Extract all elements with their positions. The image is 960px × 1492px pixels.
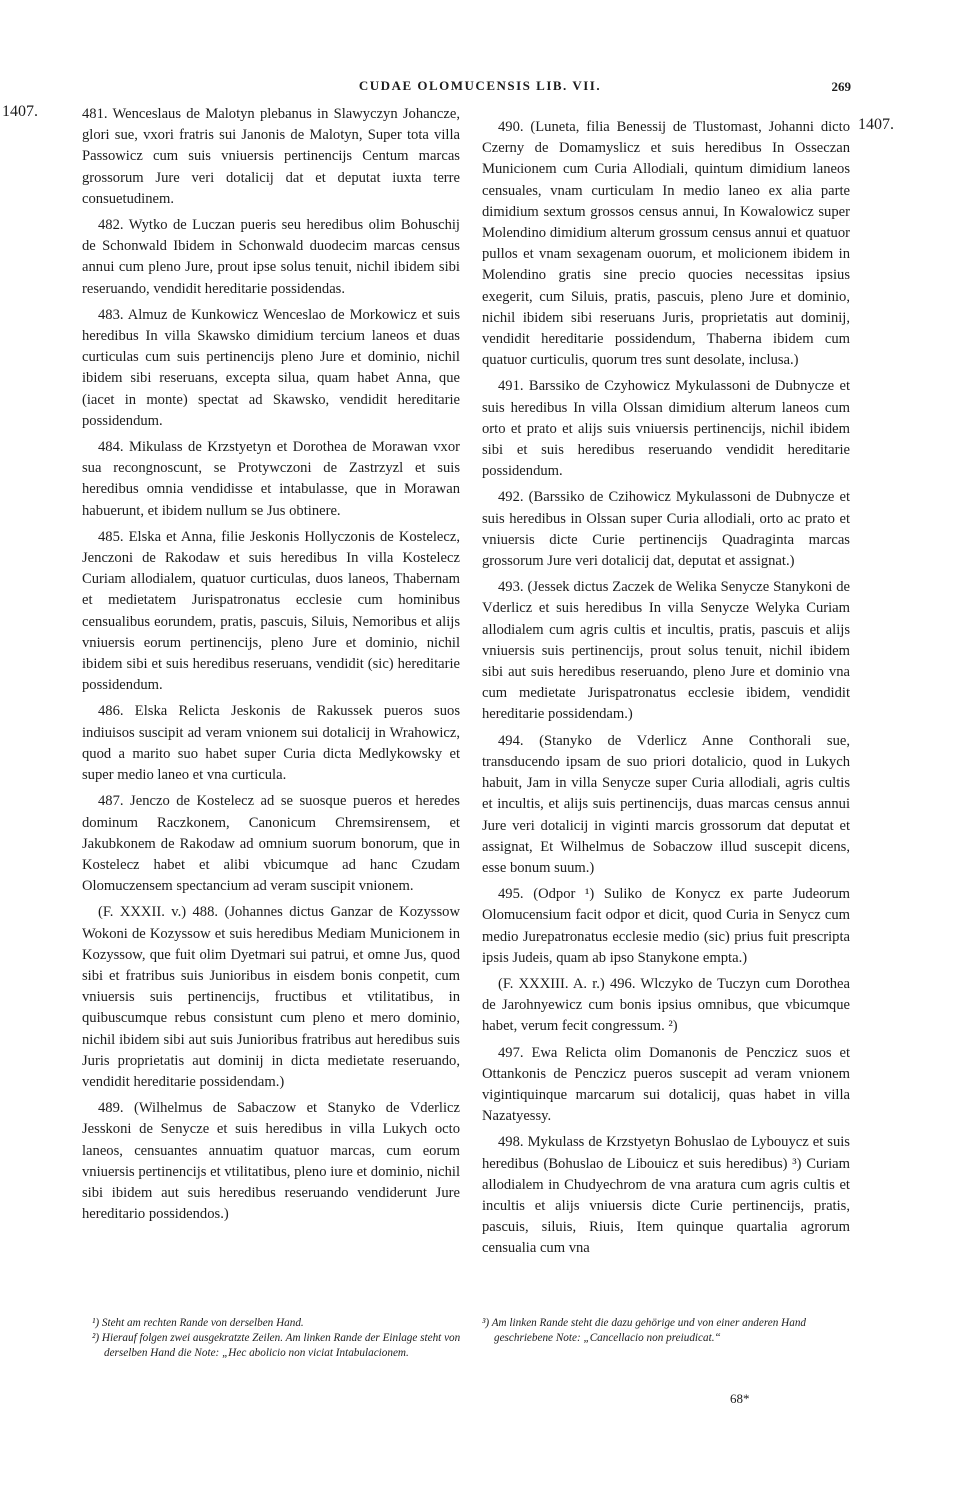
entry-number: (F. XXXII. v.) 488.	[98, 904, 219, 921]
footnote-mark: ²)	[92, 1332, 100, 1344]
entry-number: (F. XXXIII. A. r.) 496.	[498, 975, 636, 992]
entry-paragraph	[482, 117, 850, 371]
entry-text: (Luneta, filia Benessij de Tlustomast, Johanni dicto Czerny de Domamyslicz et suis heredibus In Osseczan Municionem cum Curia Allodiali, quintum dimidium laneos censuales, vnam curticulam In medio laneo ex alia parte dimidium sextum grossos census annui, In Kowalowicz super Molendino dimidium alterum grossum census annui et quatuor pullos et vnam sexagenam ouorum, et molicionem ibidem in Molendino gratis sine precio quocies necessitas ipsius exegerit, cum Siluis, pratis, pascuis, pleno Jure et dominio, nichil ibidem sibi reseruans Juris, proprietatis aut dominij, vendidit hereditarie possidendum, Thaberna ibidem cum quatuor curticulis, quorum tres sunt desolate, inclusa.)	[482, 119, 850, 369]
entry-paragraph	[482, 974, 850, 1038]
footnote-mark: ³)	[482, 1317, 490, 1329]
entry-number: 492.	[498, 489, 524, 506]
entry-paragraph	[82, 1098, 460, 1225]
footnote-mark: ¹)	[92, 1317, 100, 1329]
footnote-text: Hierauf folgen zwei ausgekratzte Zeilen. Am linken Rande der Einlage steht von derselben Hand die Note: „Hec abolicio non viciat Intabulacionem.	[101, 1332, 461, 1359]
entry-paragraph	[482, 1043, 850, 1128]
entry-number: 490.	[498, 119, 524, 135]
entry-number: 483.	[98, 306, 124, 323]
entry-number: 487.	[98, 793, 124, 810]
entry-paragraph	[82, 791, 460, 897]
sheet-signature: 68*	[730, 1391, 750, 1406]
entry-paragraph	[482, 487, 850, 572]
footnotes-left	[92, 1316, 464, 1361]
entry-paragraph	[82, 902, 460, 1093]
entry-paragraph	[82, 527, 460, 697]
entry-text: Almuz de Kunkowicz Wenceslao de Morkowicz et suis heredibus In villa Skawsko dimidium tercium laneos et duas curticulas cum suis pertinencijs pleno Jure et dominio, nichil ibidem sibi reseruans, excepta silua, quam habet Anna, que (iacet in monte) spectat ad Skawsko, vendidit hereditarie possidendum.	[82, 306, 461, 429]
year-margin-left: 1407.	[2, 103, 38, 120]
entry-text: Elska Relicta Jeskonis de Rakussek pueros suos indiuisos suscipit ad veram vnionem sui dotalicij in Wrahowicz, quod a marito suo habet super Curia dicta Medlykowsky et super medio laneo et vna curticula.	[82, 703, 460, 784]
entry-paragraph	[82, 437, 460, 522]
entry-text: Elska et Anna, filie Jeskonis Hollyczonis de Kostelecz, Jenczoni de Rakodaw et suis heredibus In villa Kostelecz Curiam allodialem, quatuor curticulas, duos laneos, Thabernam et medietatem Jurispatronatus ecclesie cum hominibus censualibus eorundem, pratis, pascuis, Siluis, Nemoribus et alijs vniuersis eorum pertinencijs, pleno Jure et dominio, nichil ibidem sibi et suis heredibus reseruans, vendidit (sic) hereditarie possidendum.	[82, 528, 460, 694]
entry-number: 491.	[498, 378, 524, 395]
entry-paragraph	[482, 731, 850, 879]
entry-text: Jenczo de Kostelecz ad se suosque pueros et heredes dominum Raczkonem, Canonicum Chremsirensem, et Jakubkonem de Rakodaw ad omnium suorum bonorum, que in Kostelecz habet et alibi vbicumque ad hanc Czudam Olomuczensem spectancium ad veram suscipit vnionem.	[82, 793, 460, 895]
entry-number: 485.	[98, 528, 124, 545]
entry-text: Wytko de Luczan pueris seu heredibus olim Bohuschij de Schonwald Ibidem in Schonwald duodecim marcas census annui cum pleno Jure, prout ipse solus tenuit, nichil ibidem sibi reseruando, vendidit hereditarie possidendas.	[82, 217, 460, 297]
entry-text: (Odpor ¹) Suliko de Konycz ex parte Judeorum Olomucensium facit odpor et dicit, quod Curia in Senycz cum medio Jurepatronatus ecclesie medio (sic) prius fuit prescripta ipsis Judeis, quam ab ipso Stanykone empta.)	[482, 886, 850, 966]
entry-number: 484.	[98, 439, 124, 456]
entry-number: 497.	[498, 1044, 524, 1061]
entry-paragraph	[482, 376, 850, 482]
footnotes-right	[482, 1316, 850, 1346]
entry-number: 495.	[498, 886, 524, 903]
left-column	[82, 104, 460, 1230]
entry-number: 482.	[98, 217, 124, 234]
footnote	[482, 1316, 850, 1346]
entry-text: Mikulass de Krzstyetyn et Dorothea de Morawan vxor sua recongnoscunt, se Protywczoni de Zastrzyzl et suis heredibus omnia vendidisse et intabulasse, que in Morawan habuerunt, et ibidem nullum se Jus obtinere.	[82, 439, 460, 519]
entry-paragraph	[82, 215, 460, 300]
footnote	[92, 1316, 464, 1331]
footnote-text: Steht am rechten Rande von derselben Hand.	[101, 1317, 304, 1329]
entry-number: 486.	[98, 703, 124, 720]
entry-text: (Stanyko de Vderlicz Anne Conthorali sue, transducendo ipsam de suo priori dotalicio, quod in Lukych habuit, Jam in villa Senycze super Curia allodiali, agris cultis et incultis, et alijs suis pertinencijs, duas marcas census annui Jure veri dotalicij in viginti marcis grossorum dat deputat et assignat, Et Wilhelmus de Sobaczow illud suscepit dicens, esse bonum suum.)	[482, 732, 851, 876]
entry-number: 494.	[498, 732, 524, 749]
right-column	[482, 117, 850, 1265]
entry-text: (Wilhelmus de Sabaczow et Stanyko de Vderlicz Jesskoni de Senycze et suis heredibus in villa Lukych octo laneos, censuantes annuatim quatuor marcas, cum eorum vniuersis pertinencijs et vtilitatibus, pleno iure et dominio, nichil sibi ibidem aut suis heredibus reseruando vendiderunt Jure hereditario possidendos.)	[82, 1100, 460, 1223]
entry-paragraph	[482, 577, 850, 725]
entry-number: 489.	[98, 1100, 124, 1117]
entry-text: Barssiko de Czyhowicz Mykulassoni de Dubnycze et suis heredibus In villa Olssan dimidium alterum laneos cum orto et prato et alijs suis vniuersis pertinencijs, nichil ibidem sibi et suis heredibus reseruando vendidit hereditarie possidendum.	[482, 378, 850, 480]
entry-paragraph	[82, 305, 460, 432]
entry-text: (Jessek dictus Zaczek de Welika Senycze Stanykoni de Vderlicz et suis heredibus In villa Senycze Welyka Curiam allodialem cum agris cultis et incultis, pratis, pascuis et alijs vniuersis suis pertinencijs, prout solus tenuit, nichil ibidem sibi aut suis heredibus reseruando, pleno Jure et dominio vna cum medietate Jurispatronatus ecclesie ibidem, vendidit hereditarie possidendam.)	[482, 579, 850, 723]
entry-number: 498.	[498, 1134, 524, 1151]
entry-text: Ewa Relicta olim Domanonis de Penczicz suos et Ottankonis de Penczicz pueros suscepit ad veram vnionem vigintiquinque marcarum sui dotalicij, quas habet in villa Nazatyessy.	[482, 1044, 850, 1125]
entry-text: Mykulass de Krzstyetyn Bohuslao de Lybouycz et suis heredibus (Bohuslao de Libouicz et suis heredibus) ³) Curiam allodialem in Chudyechrom de vna aratura cum agris cultis et incultis et alijs vniuersis dicte Curie pertinencijs, pratis, pascuis, siluis, Riuis, Item quinque quartalia agrorum censualia cum vna	[482, 1134, 850, 1257]
year-margin-right: 1407.	[858, 116, 894, 133]
entry-paragraph	[82, 701, 460, 786]
entry-text: (Johannes dictus Ganzar de Kozyssow Wokoni de Kozyssow et suis heredibus Mediam Municionem in Kozyssow, que fuit olim Dyetmari sui patrui, et omne Jus, quod sibi et fratribus suis Junioribus in eisdem bonis conpetit, cum vniuersis suis pertinencijs, fructibus et vtilitatibus, in quibuscumque rebus consistunt cum pleno et mero dominio, nichil ibidem sibi aut suis Junioribus fratribus aut heredibus suis Juris proprietatis aut dominij in dicta medietate reseruando, vendidit hereditarie possidendam.)	[82, 904, 460, 1090]
running-title: CUDAE OLOMUCENSIS LIB. VII.	[358, 78, 602, 93]
page-number: 269	[831, 79, 851, 94]
entry-text: (Barssiko de Czihowicz Mykulassoni de Dubnycze et suis heredibus in Olssan super Curia allodiali, orto ac prato et vniuersis dicte Curie pertinencijs Quadraginta marcas grossorum Jure veri dotalicij dat, deputat et assignat.)	[482, 489, 850, 570]
entry-number: 493.	[498, 579, 524, 596]
entry-number: 481.	[82, 106, 108, 122]
entry-paragraph	[482, 884, 850, 969]
entry-text: Wlczyko de Tuczyn cum Dorothea de Jarohnyewicz cum bonis ipsius omnibus, que vbicumque habet, verum fecit congressum. ²)	[482, 975, 850, 1035]
entry-paragraph	[482, 1132, 850, 1259]
footnote-text: Am linken Rande steht die dazu gehörige und von einer anderen Hand geschriebene Note: „Cancellacio non preiudicat.“	[491, 1317, 807, 1344]
entry-paragraph	[82, 104, 460, 210]
entry-text: Wenceslaus de Malotyn plebanus in Slawyczyn Johancze, glori sue, vxori fratris sui Janonis de Malotyn, Super tota villa Passowicz cum suis vniuersis pertinencijs Centum marcas grossorum Jure veri dotalicij dat et deputat iuxta terre consuetudinem.	[82, 106, 460, 207]
footnote	[92, 1331, 464, 1361]
